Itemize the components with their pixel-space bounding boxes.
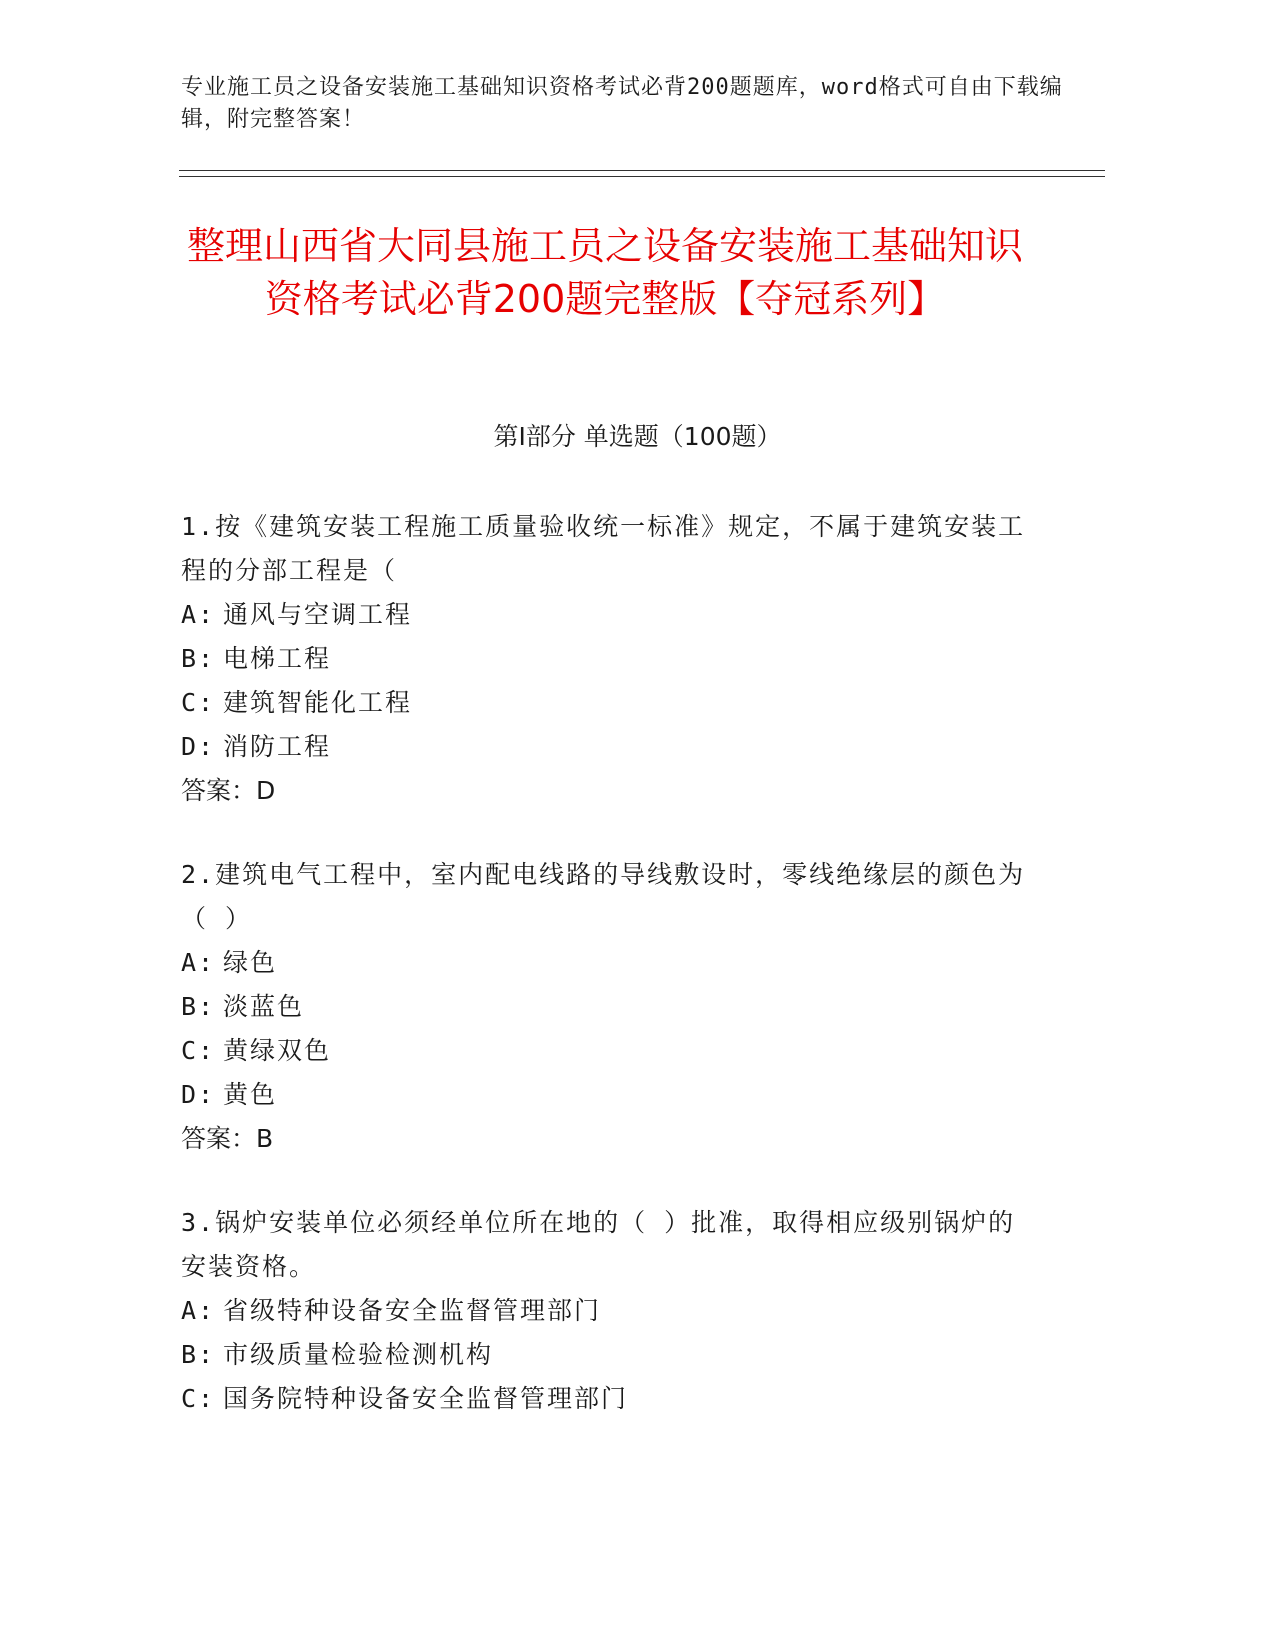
- option-b: [181, 637, 1041, 681]
- option-b: [181, 985, 1041, 1029]
- option-text: 淡蓝色: [223, 992, 305, 1021]
- option-d: [181, 725, 1041, 769]
- option-d: [181, 1073, 1041, 1117]
- option-letter: C:: [181, 1384, 216, 1413]
- option-letter: B:: [181, 1340, 216, 1369]
- option-c: [181, 681, 1041, 725]
- option-text: 黄绿双色: [223, 1036, 332, 1065]
- option-text: 国务院特种设备安全监督管理部门: [223, 1384, 629, 1413]
- option-letter: D:: [181, 732, 216, 761]
- option-c: [181, 1377, 1041, 1421]
- option-letter: C:: [181, 688, 216, 717]
- option-letter: A:: [181, 600, 216, 629]
- option-a: [181, 1289, 1041, 1333]
- option-text: 电梯工程: [223, 644, 332, 673]
- question-stem: 1.按《建筑安装工程施工质量验收统一标准》规定，不属于建筑安装工程的分部工程是（: [181, 512, 1026, 585]
- option-text: 绿色: [223, 948, 278, 977]
- option-a: [181, 593, 1041, 637]
- option-text: 省级特种设备安全监督管理部门: [223, 1296, 602, 1325]
- option-b: [181, 1333, 1041, 1377]
- question-stem: 3.锅炉安装单位必须经单位所在地的（ ）批准，取得相应级别锅炉的安装资格。: [181, 1208, 1016, 1281]
- option-letter: C:: [181, 1036, 216, 1065]
- answer-line: 答案：B: [181, 1124, 274, 1153]
- option-text: 通风与空调工程: [223, 600, 413, 629]
- question-3: [181, 1201, 1041, 1421]
- option-text: 市级质量检验检测机构: [223, 1340, 494, 1369]
- question-list: [181, 505, 1041, 1461]
- section-title: 第I部分 单选题（100题）: [493, 422, 782, 451]
- option-text: 建筑智能化工程: [223, 688, 413, 717]
- option-a: [181, 941, 1041, 985]
- header-note: 专业施工员之设备安装施工基础知识资格考试必背200题题库，word格式可自由下载编辑，附完整答案！: [181, 75, 1063, 132]
- option-text: 消防工程: [223, 732, 332, 761]
- answer-line: 答案：D: [181, 776, 276, 805]
- option-letter: A:: [181, 948, 216, 977]
- document-title: 整理山西省大同县施工员之设备安装施工基础知识资格考试必背200题完整版【夺冠系列】: [186, 224, 1023, 321]
- option-text: 黄色: [223, 1080, 278, 1109]
- header-divider-top: [179, 170, 1105, 171]
- option-letter: B:: [181, 992, 216, 1021]
- header-divider-bottom: [179, 176, 1105, 177]
- option-letter: D:: [181, 1080, 216, 1109]
- question-stem: 2.建筑电气工程中，室内配电线路的导线敷设时，零线绝缘层的颜色为（ ）: [181, 860, 1026, 933]
- option-letter: A:: [181, 1296, 216, 1325]
- option-letter: B:: [181, 644, 216, 673]
- question-2: [181, 853, 1041, 1161]
- option-c: [181, 1029, 1041, 1073]
- question-1: [181, 505, 1041, 813]
